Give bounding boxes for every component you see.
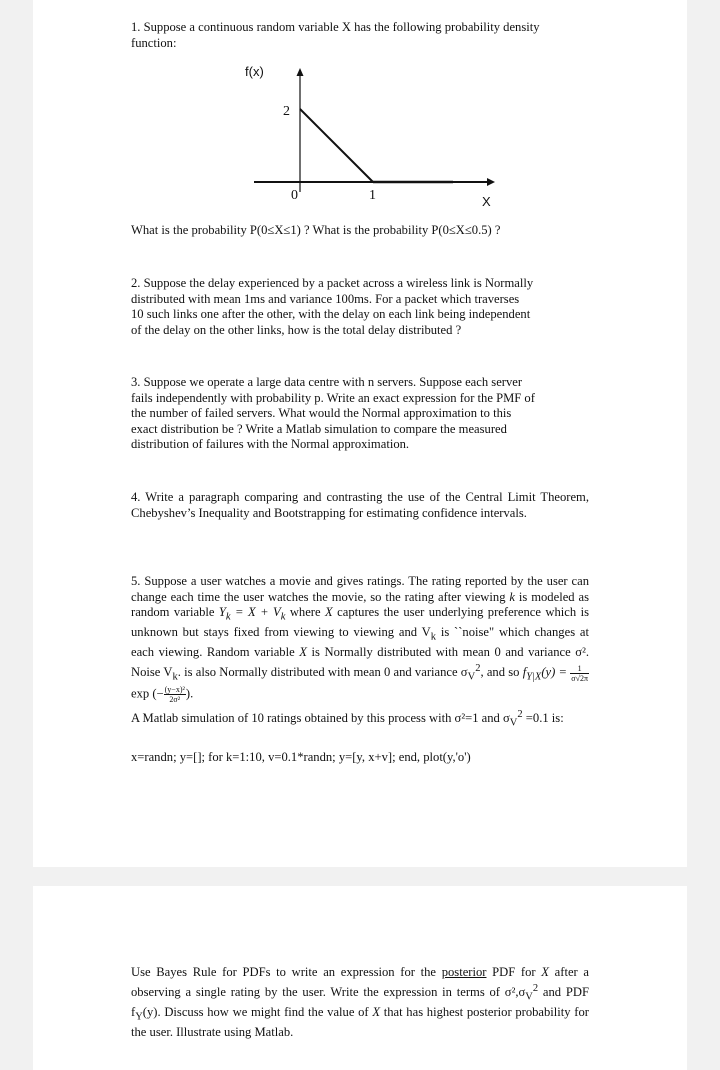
document-page-1 [33, 0, 687, 867]
origin-label: 0 [291, 188, 298, 203]
page2-text: and PDF f [131, 984, 589, 1019]
q5-text: is also Normally distributed with mean 0 and variance σ [184, 665, 468, 680]
y-axis-arrow-icon [297, 68, 304, 76]
question-2 [131, 276, 589, 338]
q5-frac-num: (y−x)² [164, 685, 185, 695]
page2-sub: Y [135, 1011, 143, 1023]
question-1-line-1: 1. Suppose a continuous random variable X has the following probability density [131, 20, 540, 34]
question-1-text: What is the probability P(0≤X≤1) ? What is the probability P(0≤X≤0.5) ? [131, 223, 501, 237]
q5-pdf-f: f [522, 665, 527, 680]
page2-math: X [372, 1004, 381, 1019]
question-2-line: 10 such links one after the other, with the delay on each link being independent [131, 307, 531, 322]
q5-sub: k [225, 611, 231, 623]
q5-yk [218, 605, 231, 623]
question-2-line: distributed with mean 1ms and variance 100ms. For a packet which traverses [131, 291, 520, 306]
q5-math: X [299, 645, 307, 660]
q5-exp: exp (− [131, 686, 164, 701]
simulation-intro: A Matlab simulation of 10 ratings obtained by this process with σ²=1 and $\sigma_V^2 =0.1$ is: [131, 709, 564, 729]
q5-sub: Y|X [526, 671, 542, 683]
q5-text: 5. Suppose a user watches a movie and gives ratings. The rating reported by the user can change each time the user watches the movie, so the rating after viewing [131, 574, 589, 604]
page2-text: that has highest posterior probability for the user. Illustrate using Matlab. [131, 1004, 589, 1039]
question-3-line: fails independently with probability p. Write an exact expression for the PMF of [131, 390, 535, 405]
q5-text: where [289, 605, 321, 620]
y-tick-label: 2 [283, 104, 290, 119]
page2-math: X [541, 965, 549, 979]
question-4: 4. Write a paragraph comparing and contrasting the use of the Central Limit Theorem, Chebyshev’s Inequality and Bootstrapping for estimating confidence intervals. [131, 490, 589, 520]
q5-math: X [325, 605, 333, 620]
q5-text: is Normally distributed with mean 0 and variance σ². Noise V [131, 645, 589, 680]
question-3-line: distribution of failures with the Normal approximation. [131, 437, 410, 452]
simulation-sub: V [509, 717, 518, 729]
q5-sub: k [172, 671, 178, 683]
question-3-line: 3. Suppose we operate a large data centre with n servers. Suppose each server [131, 375, 523, 389]
q5-frac-1 [570, 664, 589, 683]
q5-exp-close: ). [185, 686, 194, 701]
question-2-line: of the delay on the other links, how is the total delay distributed ? [131, 322, 462, 337]
q5-eq1-text: = X + V [235, 605, 281, 620]
q5-pdf-rest: (y) = [541, 665, 568, 680]
q5-eq1 [235, 605, 286, 623]
q5-frac-den: σ√2π [571, 673, 589, 683]
q5-text: , and so [480, 665, 520, 680]
q5-math: k [509, 589, 515, 604]
q5-sub: k [280, 611, 286, 623]
q5-frac-2 [164, 685, 186, 704]
q5-text: captures the user underlying preference which is unknown but stays fixed from viewing to viewing and V [131, 605, 589, 640]
page2-text: after a observing a single rating by the user. Write the expression in terms of σ²,σ [131, 965, 589, 999]
posterior-word: posterior [441, 965, 487, 979]
density-line [300, 109, 373, 182]
question-3-line: the number of failed servers. What would the Normal approximation to this [131, 406, 512, 421]
simulation-text: =0.1 is: [525, 711, 564, 726]
question-3-line: exact distribution be ? Write a Matlab simulation to compare the measured [131, 421, 507, 436]
page2-text: (y). Discuss how we might find the value of [142, 1004, 369, 1019]
y-axis-label: f(x) [245, 64, 264, 79]
q5-text: is modeled as random variable [131, 589, 589, 620]
pdf-figure [245, 60, 533, 216]
page2-text: PDF for [492, 965, 536, 979]
question-5-continued: Use Bayes Rule for PDFs to write an expression for the posterior PDF for X after a observing a single rating by the user. Write the expression in terms of $\sigma^2,\sigma_V^2$ and PDF $f_Y(y)$. Discuss how we might find the value of X that has highest posterior probability for the user. Illustrate using Matlab. [131, 965, 589, 1039]
simulation-code: x=randn; y=[]; for k=1:10, v=0.1*randn; y=[y, x+v]; end, plot(y,'o') [131, 750, 471, 764]
page2-sub: V [525, 991, 533, 1003]
document-page-2 [33, 886, 687, 1070]
question-1-line-2: function: [131, 35, 177, 50]
q5-yk-symbol: Y [218, 605, 226, 620]
simulation-text: A Matlab simulation of 10 ratings obtained by this process with σ²=1 and σ [131, 711, 510, 726]
question-5: 5. Suppose a user watches a movie and gives ratings. The rating reported by the user can change each time the user watches the movie, so the rating after viewing k is modeled as random variable $Y_k = X + V_k$ where X captures the user underlying preference which is unknown but stays fixed from viewing to viewing and $V_k$ is ``noise" which changes at each viewing. Random variable X is Normally distributed with mean 0 and variance σ². Noise $V_k$. is also Normally distributed with mean 0 and variance $\sigma_V^2$, and so $f_{Y|X}(y)$ = $\frac{1}{\sigma√2\pi}$ exp (− $\frac{\text{(y−x)²}}{\text{2σ²}}$ ). [131, 574, 589, 705]
q5-pdf [522, 665, 568, 683]
q5-text: is ``noise" which changes at each viewing. Random variable [131, 625, 589, 660]
q5-frac-den: 2σ² [169, 695, 181, 705]
question-1-intro [131, 20, 589, 51]
question-3 [131, 375, 589, 453]
question-2-line: 2. Suppose the delay experienced by a packet across a wireless link is Normally [131, 276, 534, 290]
q5-sub: V [467, 671, 476, 683]
x-axis-arrow-icon [487, 178, 495, 186]
x-axis-label: X [482, 194, 491, 209]
page2-text: Use Bayes Rule for PDFs to write an expression for the [131, 965, 437, 979]
q5-frac-num: 1 [570, 664, 589, 674]
q5-sub: k [430, 631, 437, 643]
x-tick-label: 1 [369, 188, 376, 203]
